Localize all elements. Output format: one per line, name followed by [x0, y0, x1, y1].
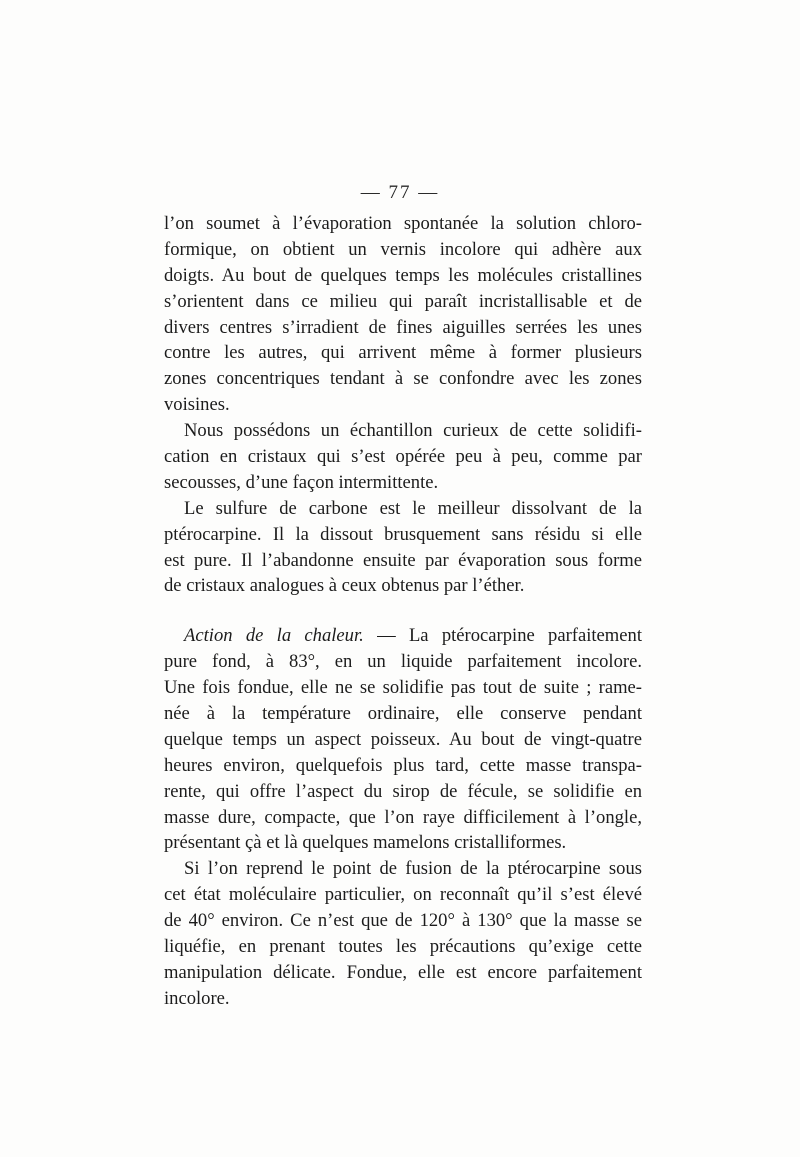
- text-line: liquéfie, en prenant toutes les précautions qu’exige cette: [164, 936, 642, 958]
- text-line: rente, qui offre l’aspect du sirop de fécule, se solidifie en: [164, 780, 642, 802]
- text-line: contre les autres, qui arrivent même à former plusieurs: [164, 342, 642, 364]
- text-line: masse dure, compacte, que l’on raye difficilement à l’ongle,: [164, 806, 642, 828]
- text-line: Une fois fondue, elle ne se solidifie pas tout de suite ; rame-: [164, 677, 642, 699]
- text-line: présentant çà et là quelques mamelons cristalliformes.: [164, 832, 567, 854]
- text-line: quelque temps un aspect poisseux. Au bout de vingt-quatre: [164, 728, 642, 750]
- paragraph-5: [164, 856, 642, 1011]
- text-line: secousses, d’une façon intermittente.: [164, 471, 439, 493]
- page-number: — 77 —: [360, 182, 440, 203]
- text-line: de 40° environ. Ce n’est que de 120° à 130° que la masse se: [164, 910, 642, 932]
- heading-line-rest: — La ptérocarpine parfaitement: [363, 625, 642, 647]
- text-line: [164, 623, 642, 649]
- text-line: cet état moléculaire particulier, on reconnaît qu’il s’est élevé: [164, 884, 642, 906]
- text-line: pure fond, à 83°, en un liquide parfaitement incolore.: [164, 651, 642, 673]
- text-line: incolore.: [164, 987, 230, 1009]
- text-line: zones concentriques tendant à se confondre avec les zones: [164, 368, 642, 390]
- body-text: [164, 211, 642, 1012]
- text-line: née à la température ordinaire, elle conserve pendant: [164, 703, 642, 725]
- text-line: Le sulfure de carbone est le meilleur dissolvant de la: [184, 497, 642, 519]
- text-line: voisines.: [164, 394, 230, 416]
- paragraph-4: [164, 623, 642, 856]
- text-line: l’on soumet à l’évaporation spontanée la solution chloro-: [164, 213, 642, 234]
- text-line: divers centres s’irradient de fines aiguilles serrées les unes: [164, 316, 642, 338]
- text-line: est pure. Il l’abandonne ensuite par évaporation sous forme: [164, 549, 642, 571]
- text-line: heures environ, quelquefois plus tard, cette masse transpa-: [164, 754, 642, 776]
- text-line: ptérocarpine. Il la dissout brusquement sans résidu si elle: [164, 523, 642, 545]
- paragraph-2: [164, 418, 642, 496]
- text-line: de cristaux analogues à ceux obtenus par l’éther.: [164, 575, 525, 597]
- text-line: doigts. Au bout de quelques temps les molécules cristallines: [164, 264, 642, 286]
- section-heading: Action de la chaleur.: [184, 625, 364, 647]
- text-line: Nous possédons un échantillon curieux de cette solidifi-: [184, 420, 642, 442]
- paragraph-1: [164, 211, 642, 418]
- paragraph-3: [164, 496, 642, 600]
- text-line: cation en cristaux qui s’est opérée peu à peu, comme par: [164, 446, 642, 468]
- text-line: Si l’on reprend le point de fusion de la ptérocarpine sous: [184, 858, 642, 880]
- paragraph-gap: [164, 599, 642, 623]
- text-line: manipulation délicate. Fondue, elle est encore parfaitement: [164, 961, 642, 983]
- text-line: formique, on obtient un vernis incolore qui adhère aux: [164, 238, 642, 260]
- text-line: s’orientent dans ce milieu qui paraît incristallisable et de: [164, 290, 642, 312]
